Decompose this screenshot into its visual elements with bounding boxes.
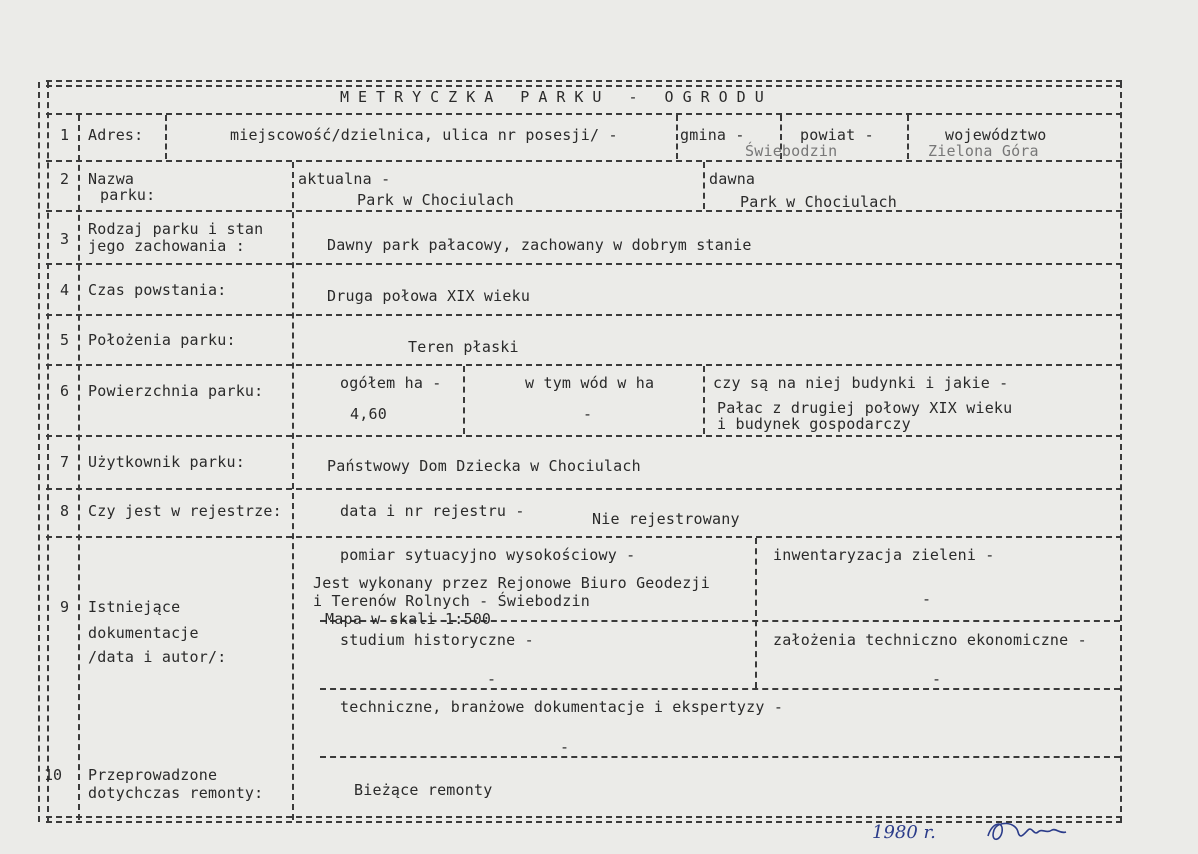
location-value: Teren płaski	[408, 338, 519, 356]
row-separator	[46, 113, 1122, 115]
technical-docs-value: -	[560, 738, 570, 756]
park-type-label-line1: Rodzaj parku i stan	[88, 220, 264, 238]
row-separator	[320, 688, 1120, 690]
name-label-line2: parku:	[100, 186, 156, 204]
creation-time-value: Druga połowa XIX wieku	[327, 287, 531, 305]
tech-econ-header: założenia techniczno ekonomiczne -	[773, 631, 1087, 649]
registry-header: data i nr rejestru -	[340, 502, 525, 520]
row-number: 5	[60, 331, 70, 349]
inventory-header: inwentaryzacja zieleni -	[773, 546, 995, 564]
row-number: 10	[44, 766, 63, 784]
current-name-header: aktualna -	[298, 170, 391, 188]
survey-value-line1: Jest wykonany przez Rejonowe Biuro Geodezji	[313, 574, 710, 592]
row9-divider	[755, 538, 757, 688]
former-name-header: dawna	[709, 170, 756, 188]
address-label: Adres:	[88, 126, 144, 144]
registry-label: Czy jest w rejestrze:	[88, 502, 282, 520]
location-label: Położenia parku:	[88, 331, 236, 349]
row6-divider	[703, 366, 705, 434]
park-type-label-line2: jego zachowania :	[88, 237, 245, 255]
border-bottom	[46, 816, 1122, 818]
row-separator	[46, 488, 1122, 490]
row-separator	[46, 314, 1122, 316]
gmina-header: gmina -	[680, 126, 745, 144]
water-area-value: -	[583, 405, 593, 423]
tech-econ-value: -	[932, 670, 942, 688]
border-left-inner	[47, 82, 49, 822]
border-top-inner	[46, 85, 1122, 87]
row-number: 2	[60, 170, 70, 188]
row-separator	[320, 756, 1120, 758]
voivodeship-header: województwo	[945, 126, 1047, 144]
row-number: 3	[60, 230, 70, 248]
documentation-label-line3: /data i autor/:	[88, 648, 227, 666]
voivodeship-value: Zielona Góra	[928, 142, 1039, 160]
row2-divider	[703, 162, 705, 209]
row-number: 8	[60, 502, 70, 520]
registry-value: Nie rejestrowany	[592, 510, 740, 528]
water-area-header: w tym wód w ha	[525, 374, 655, 392]
page-title: METRYCZKA PARKU - OGRODU	[340, 88, 773, 106]
park-type-value: Dawny park pałacowy, zachowany w dobrym stanie	[327, 236, 752, 254]
technical-docs-header: techniczne, branżowe dokumentacje i ekspertyzy -	[340, 698, 784, 716]
row-separator	[46, 536, 1122, 538]
border-top	[46, 80, 1122, 82]
row-separator	[46, 263, 1122, 265]
row-number: 6	[60, 382, 70, 400]
row1-divider	[165, 115, 167, 159]
creation-time-label: Czas powstania:	[88, 281, 227, 299]
row-number: 9	[60, 598, 70, 616]
buildings-value-line1: Pałac z drugiej połowy XIX wieku	[717, 399, 1013, 417]
name-label-line1: Nazwa	[88, 170, 135, 188]
row-separator	[46, 210, 1122, 212]
buildings-value-line2: i budynek gospodarczy	[717, 415, 911, 433]
survey-value-line2: i Terenów Rolnych - Świebodzin	[313, 592, 590, 610]
survey-header: pomiar sytuacyjno wysokościowy -	[340, 546, 636, 564]
area-label: Powierzchnia parku:	[88, 382, 264, 400]
buildings-header: czy są na niej budynki i jakie -	[713, 374, 1009, 392]
current-name-value: Park w Chociulach	[357, 191, 514, 209]
total-area-header: ogółem ha -	[340, 374, 442, 392]
powiat-header: powiat -	[800, 126, 874, 144]
history-value: -	[487, 670, 497, 688]
history-header: studium historyczne -	[340, 631, 534, 649]
border-right	[1120, 82, 1122, 822]
former-name-value: Park w Chociulach	[740, 193, 897, 211]
handwritten-date: 1980 r.	[872, 822, 936, 843]
row-number: 7	[60, 453, 70, 471]
border-left	[38, 82, 40, 822]
repairs-value: Bieżące remonty	[354, 781, 493, 799]
number-column-divider	[78, 115, 80, 820]
survey-value-line3: Mapa w skali 1:500	[325, 610, 492, 628]
label-column-divider	[292, 162, 294, 820]
total-area-value: 4,60	[350, 405, 387, 423]
row6-divider	[463, 366, 465, 434]
row-separator	[46, 364, 1122, 366]
inventory-value: -	[922, 590, 932, 608]
row-separator	[46, 435, 1122, 437]
repairs-label-line2: dotychczas remonty:	[88, 784, 264, 802]
row1-divider	[907, 115, 909, 159]
signature-icon	[980, 812, 1070, 848]
documentation-label-line2: dokumentacje	[88, 624, 199, 642]
row-separator	[46, 160, 1122, 162]
gmina-value: Świebodzin	[745, 142, 838, 160]
row-number: 1	[60, 126, 70, 144]
locality-header: miejscowość/dzielnica, ulica nr posesji/ -	[230, 126, 618, 144]
row-number: 4	[60, 281, 70, 299]
repairs-label-line1: Przeprowadzone	[88, 766, 218, 784]
user-value: Państwowy Dom Dziecka w Chociulach	[327, 457, 641, 475]
border-bottom-inner	[46, 821, 1122, 823]
user-label: Użytkownik parku:	[88, 453, 245, 471]
row1-divider	[676, 115, 678, 159]
documentation-label-line1: Istniejące	[88, 598, 181, 616]
